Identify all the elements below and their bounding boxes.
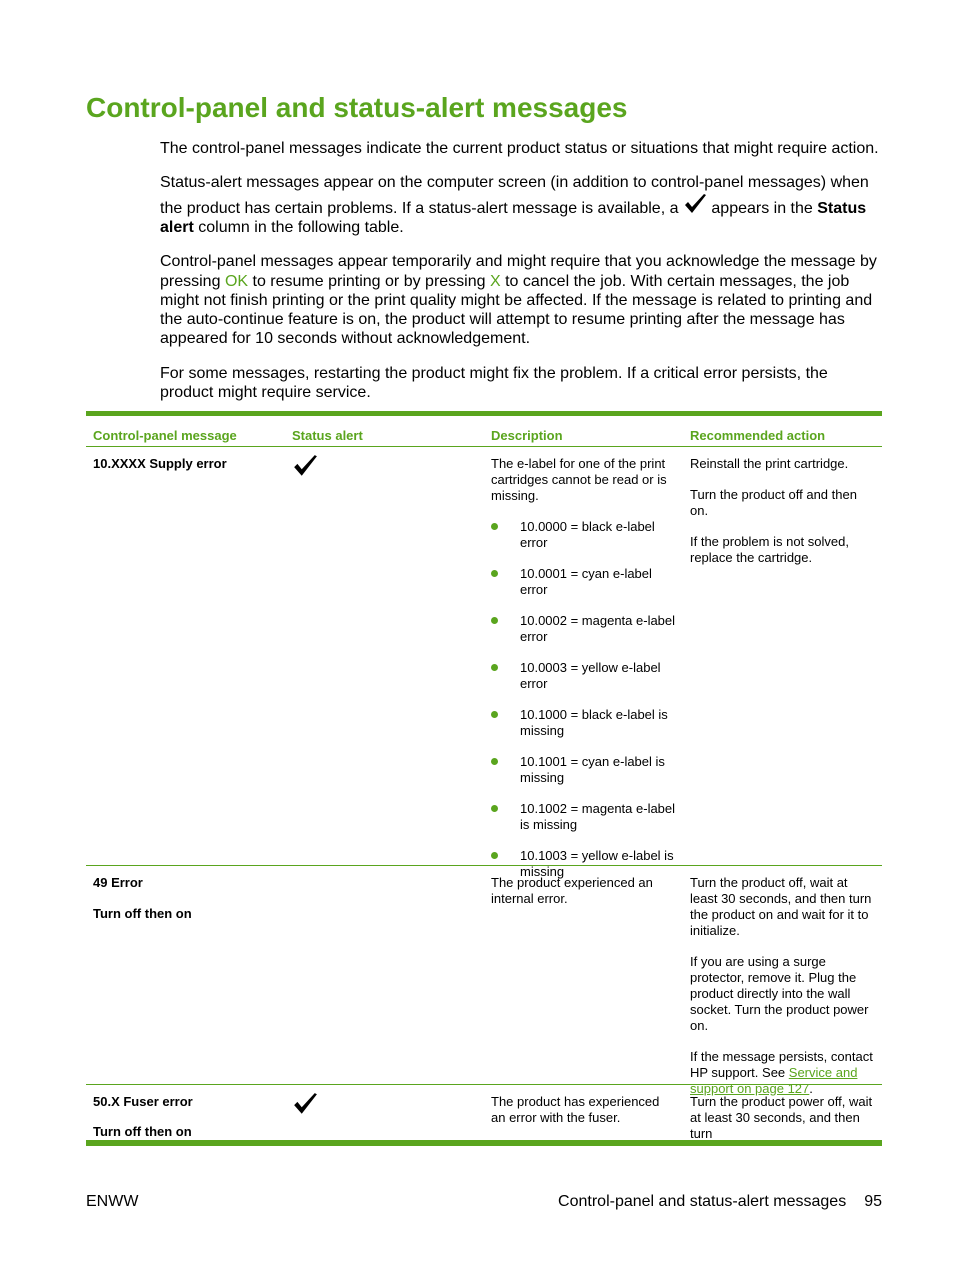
bullet-icon <box>491 758 498 765</box>
intro-paragraph-3: Control-panel messages appear temporarily and might require that you acknowledge the message by pressing OK to resume printing or by pressing X to cancel the job. With certain messages, the job might not finish printing or the print quality might be affected. If the message is related to printing and the auto-continue feature is on, the product will attempt to resume printing after the message has appeared for 10 seconds without acknowledgement. <box>160 253 877 348</box>
intro-paragraph-4: For some messages, restarting the product might fix the problem. If a critical error persists, the product might require service. <box>160 364 828 402</box>
ok-key-label: OK <box>224 272 249 290</box>
bullet-icon <box>491 617 498 624</box>
action-cell: Turn the product power off, wait at least 30 seconds, and then turn <box>690 1094 873 1141</box>
page-title: Control-panel and status-alert messages <box>86 92 628 123</box>
table-row <box>86 866 882 1096</box>
column-header-status-alert: Status alert <box>292 428 363 443</box>
message-subtext: Turn off then on <box>93 906 192 921</box>
column-header-action: Recommended action <box>690 428 826 443</box>
bullet-icon <box>491 664 498 671</box>
list-item: 10.1003 = yellow e-label is missing <box>491 848 677 880</box>
action-cell: Turn the product off, wait at least 30 seconds, and then turn the product on and wait for it to initialize. If you are using a surge protector, remove it. Plug the product directly into the wall socket. Turn the product power on. If the message persists, contact HP support. See Service and support on page 127. <box>690 875 873 1096</box>
list-item: 10.0001 = cyan e-label error <box>491 566 677 598</box>
bullet-icon <box>491 711 498 718</box>
checkmark-icon <box>292 1091 318 1117</box>
message-cell <box>86 447 285 865</box>
description-cell: The product has experienced an error with the fuser. <box>491 1094 660 1125</box>
service-support-link[interactable]: Service and support on page 127 <box>690 1065 858 1096</box>
footer-section-title: Control-panel and status-alert messages <box>558 1193 847 1210</box>
action-cell: Reinstall the print cartridge. Turn the product off and then on. If the problem is not solved, replace the cartridge. <box>690 456 857 565</box>
intro-text <box>160 139 884 417</box>
status-alert-cell <box>285 447 484 865</box>
bullet-icon <box>491 805 498 812</box>
status-alert-cell <box>285 866 484 1084</box>
bullet-icon <box>491 852 498 859</box>
message-subtext: Turn off then on <box>93 1124 192 1139</box>
bullet-icon <box>491 570 498 577</box>
table-header <box>86 416 882 447</box>
column-header-description: Description <box>491 428 563 443</box>
message-name: 49 Error <box>93 875 143 890</box>
checkmark-icon <box>683 192 707 216</box>
description-cell: The product experienced an internal error. <box>491 875 653 906</box>
message-cell <box>86 866 285 1084</box>
intro-paragraph-2: Status-alert messages appear on the computer screen (in addition to control-panel messages) when the product has certain problems. If a status-alert message is available, a appears in the Status alert column in the following table. <box>160 174 869 237</box>
description-cell: The e-label for one of the print cartridges cannot be read or is missing. 10.0000 = black e-label error 10.0001 = cyan e-label error 10.0002 = magenta e-label error 10.0003 = yellow e-label error 10.1000 = black e-label is missing 10.1001 = cyan e-label is missing 10.1002 = magenta e-label is missing 10.1003 = yellow e-label is missing <box>491 456 676 879</box>
message-name: 10.XXXX Supply error <box>93 456 227 471</box>
list-item: 10.1002 = magenta e-label is missing <box>491 801 677 833</box>
page-number: 95 <box>864 1193 882 1210</box>
checkmark-icon <box>292 453 318 479</box>
list-item: 10.1000 = black e-label is missing <box>491 707 677 739</box>
list-item: 10.0002 = magenta e-label error <box>491 613 677 645</box>
messages-table <box>86 411 882 1146</box>
footer-left: ENWW <box>86 1193 139 1210</box>
list-item: 10.1001 = cyan e-label is missing <box>491 754 677 786</box>
message-cell <box>86 1085 285 1140</box>
table-row <box>86 447 882 879</box>
bullet-icon <box>491 523 498 530</box>
list-item: 10.0003 = yellow e-label error <box>491 660 677 692</box>
message-name: 50.X Fuser error <box>93 1094 193 1109</box>
column-header-message: Control-panel message <box>93 428 237 443</box>
footer-right <box>558 1193 882 1211</box>
cancel-key-label: X <box>489 272 501 290</box>
error-code-list <box>491 519 677 880</box>
table-row <box>86 1085 882 1141</box>
list-item: 10.0000 = black e-label error <box>491 519 677 551</box>
intro-paragraph-1: The control-panel messages indicate the current product status or situations that might require action. <box>160 140 879 157</box>
status-alert-cell <box>285 1085 484 1140</box>
